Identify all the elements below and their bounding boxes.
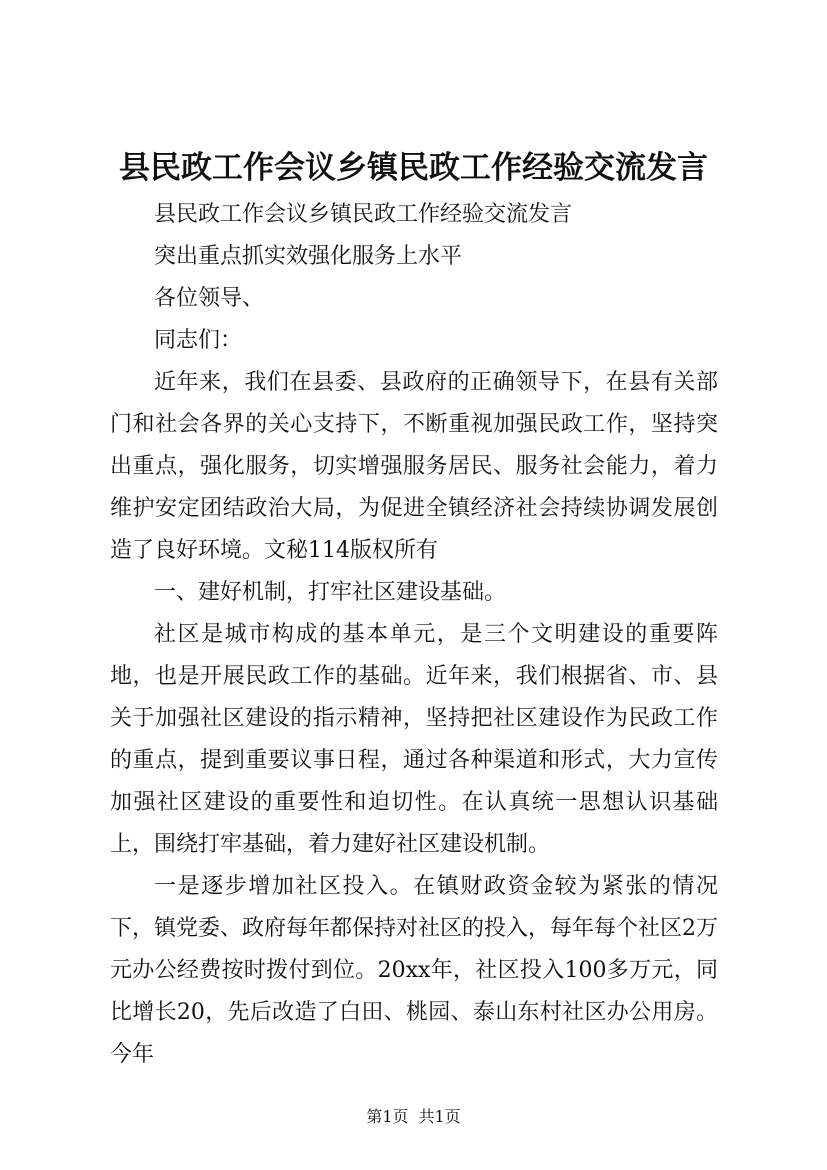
page-total: 共1页 bbox=[418, 1107, 461, 1126]
speech-theme: 突出重点抓实效强化服务上水平 bbox=[154, 244, 463, 269]
section-heading-1: 一、建好机制，打牢社区建设基础。 bbox=[154, 580, 507, 605]
page-footer bbox=[0, 1106, 827, 1128]
section-1-point-1: 一是逐步增加社区投入。在镇财政资金较为紧张的情况下，镇党委、政府每年都保持对社区的投入，每年每个社区2万元办公经费按时拨付到位。20xx年，社区投入100多万元，同比增长20，先后改造了白田、桃园、泰山东村社区办公用房。今年 bbox=[110, 874, 718, 1067]
subtitle-repeat: 县民政工作会议乡镇民政工作经验交流发言 bbox=[154, 202, 573, 227]
intro-paragraph: 近年来，我们在县委、县政府的正确领导下，在县有关部门和社会各界的关心支持下，不断重视加强民政工作，坚持突出重点，强化服务，切实增强服务居民、服务社会能力，着力维护安定团结政治大局，为促进全镇经济社会持续协调发展创造了良好环境。文秘114版权所有 bbox=[110, 370, 718, 563]
salutation-leaders: 各位领导、 bbox=[154, 286, 265, 311]
salutation-comrades: 同志们： bbox=[154, 328, 243, 353]
page-number: 第1页 bbox=[366, 1107, 409, 1126]
document-body bbox=[110, 194, 718, 1076]
document-title: 县民政工作会议乡镇民政工作经验交流发言 bbox=[119, 150, 708, 186]
section-1-paragraph: 社区是城市构成的基本单元，是三个文明建设的重要阵地，也是开展民政工作的基础。近年来，我们根据省、市、县关于加强社区建设的指示精神，坚持把社区建设作为民政工作的重点，提到重要议事日程，通过各种渠道和形式，大力宣传加强社区建设的重要性和迫切性。在认真统一思想认识基础上，围绕打牢基础，着力建好社区建设机制。 bbox=[110, 622, 718, 857]
